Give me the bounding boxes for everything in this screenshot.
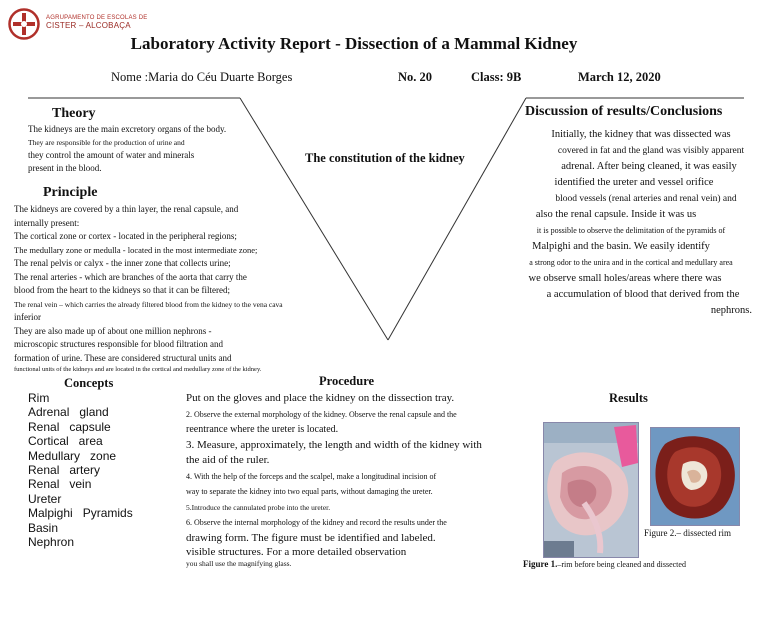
theory-text bbox=[28, 123, 226, 176]
figure-1-label: Figure 1. bbox=[523, 559, 558, 569]
concept-item: Renal capsule bbox=[28, 419, 111, 434]
principle-line: They are also made up of about one million nephrons - bbox=[14, 325, 212, 336]
figure-1-text: –rim before being cleaned and dissected bbox=[557, 560, 686, 569]
center-label: The constitution of the kidney bbox=[305, 151, 465, 165]
theory-line: present in the blood. bbox=[28, 163, 102, 173]
procedure-line: 5.Introduce the cannulated probe into the ureter. bbox=[186, 502, 331, 512]
procedure-line: 3. Measure, approximately, the length and width of the kidney with bbox=[186, 438, 482, 451]
principle-line: inferior bbox=[14, 312, 41, 322]
principle-line: The renal pelvis or calyx - the inner zone that collects urine; bbox=[14, 258, 231, 268]
discussion-line: covered in fat and the gland was visibly apparent bbox=[557, 146, 745, 156]
procedure-line: way to separate the kidney into two equal parts, without damaging the ureter. bbox=[186, 487, 433, 496]
theory-line: The kidneys are the main excretory organs of the body. bbox=[28, 124, 227, 134]
principle-line: The medullary zone or medulla - located in the most intermediate zone; bbox=[14, 244, 258, 255]
discussion-line: identified the ureter and vessel orifice bbox=[554, 177, 714, 188]
discussion-line: a accumulation of blood that derived from the bbox=[546, 289, 740, 300]
concept-item: Renal vein bbox=[28, 477, 92, 492]
report-title: Laboratory Activity Report - Dissection of a Mammal Kidney bbox=[130, 34, 578, 53]
discussion-line: a strong odor to the unira and in the cortical and medullary area bbox=[529, 258, 733, 267]
procedure-line: Put on the gloves and place the kidney on the dissection tray. bbox=[186, 392, 455, 404]
principle-text bbox=[14, 203, 283, 374]
school-line-1: AGRUPAMENTO DE ESCOLAS DE bbox=[46, 15, 148, 21]
figure-2-photo bbox=[650, 427, 740, 526]
theory-heading: Theory bbox=[52, 106, 96, 121]
procedure-line: 6. Observe the internal morphology of the kidney and record the results under the bbox=[186, 518, 447, 527]
discussion-line: Initially, the kidney that was dissected was bbox=[551, 129, 731, 140]
concept-item: Adrenal gland bbox=[28, 405, 109, 420]
discussion-text bbox=[500, 127, 762, 319]
principle-heading: Principle bbox=[43, 185, 98, 200]
procedure-line: drawing form. The figure must be identified and labeled. bbox=[186, 531, 436, 544]
principle-line: The kidneys are covered by a thin layer, the renal capsule, and bbox=[14, 204, 239, 214]
procedure-line: 4. With the help of the forceps and the scalpel, make a longitudinal incision of bbox=[186, 471, 437, 481]
procedure-line: the aid of the ruler. bbox=[186, 454, 270, 466]
discussion-line: Malpighi and the basin. We easily identify bbox=[532, 241, 710, 252]
figure-1-photo bbox=[543, 422, 639, 558]
concept-item: Nephron bbox=[28, 535, 75, 550]
discussion-line: we observe small holes/areas where there was bbox=[528, 273, 722, 284]
principle-line: functional units of the kidneys and are located in the cortical and medullary zone of the kidney. bbox=[14, 366, 262, 373]
student-number: No. 20 bbox=[398, 70, 433, 84]
procedure-text bbox=[186, 391, 482, 569]
principle-line: microscopic structures responsible for blood filtration and bbox=[14, 339, 223, 349]
concept-item: Medullary zone bbox=[28, 448, 117, 463]
discussion-heading: Discussion of results/Conclusions bbox=[525, 104, 723, 119]
report-date: March 12, 2020 bbox=[578, 70, 661, 84]
principle-line: blood from the heart to the kidneys so that it can be filtered; bbox=[14, 285, 230, 295]
principle-line: internally present: bbox=[14, 217, 80, 228]
results-heading: Results bbox=[609, 391, 648, 405]
school-line-2: CISTER – ALCOBAÇA bbox=[46, 21, 131, 30]
concepts-list bbox=[28, 391, 133, 549]
discussion-line: nephrons. bbox=[710, 305, 752, 316]
discussion-line: it is possible to observe the delimitation of the pyramids of bbox=[536, 226, 726, 235]
concept-item: Renal artery bbox=[28, 463, 101, 478]
concept-item: Cortical area bbox=[28, 434, 103, 449]
concepts-heading: Concepts bbox=[64, 376, 114, 390]
concept-item: Basin bbox=[28, 520, 59, 535]
figure-2-caption: Figure 2.– dissected rim bbox=[644, 528, 731, 538]
principle-line: formation of urine. These are considered structural units and bbox=[14, 352, 232, 363]
procedure-heading: Procedure bbox=[319, 374, 375, 388]
concept-item: Malpighi Pyramids bbox=[28, 506, 133, 521]
principle-line: The cortical zone or cortex - located in the peripheral regions; bbox=[14, 231, 237, 241]
discussion-line: blood vessels (renal arteries and renal vein) and bbox=[555, 194, 737, 204]
principle-line: The renal vein – which carries the already filtered blood from the kidney to the vena cava bbox=[14, 299, 283, 309]
student-name: Nome :Maria do Céu Duarte Borges bbox=[111, 70, 293, 84]
procedure-line: visible structures. For a more detailed observation bbox=[186, 546, 407, 558]
discussion-line: adrenal. After being cleaned, it was easily bbox=[561, 161, 737, 172]
principle-line: The renal arteries - which are branches of the aorta that carry the bbox=[14, 271, 247, 282]
discussion-line: also the renal capsule. Inside it was us bbox=[535, 209, 697, 220]
procedure-line: you shall use the magnifying glass. bbox=[186, 559, 292, 568]
procedure-line: 2. Observe the external morphology of the kidney. Observe the renal capsule and the bbox=[186, 409, 457, 419]
concept-item: Ureter bbox=[28, 491, 62, 506]
theory-line: They are responsible for the production of urine and bbox=[28, 137, 185, 147]
figure-1-caption bbox=[523, 559, 686, 569]
procedure-line: reentrance where the ureter is located. bbox=[186, 424, 339, 435]
theory-line: they control the amount of water and minerals bbox=[28, 149, 195, 160]
class-label: Class: 9B bbox=[471, 70, 522, 84]
concept-item: Rim bbox=[28, 391, 50, 405]
